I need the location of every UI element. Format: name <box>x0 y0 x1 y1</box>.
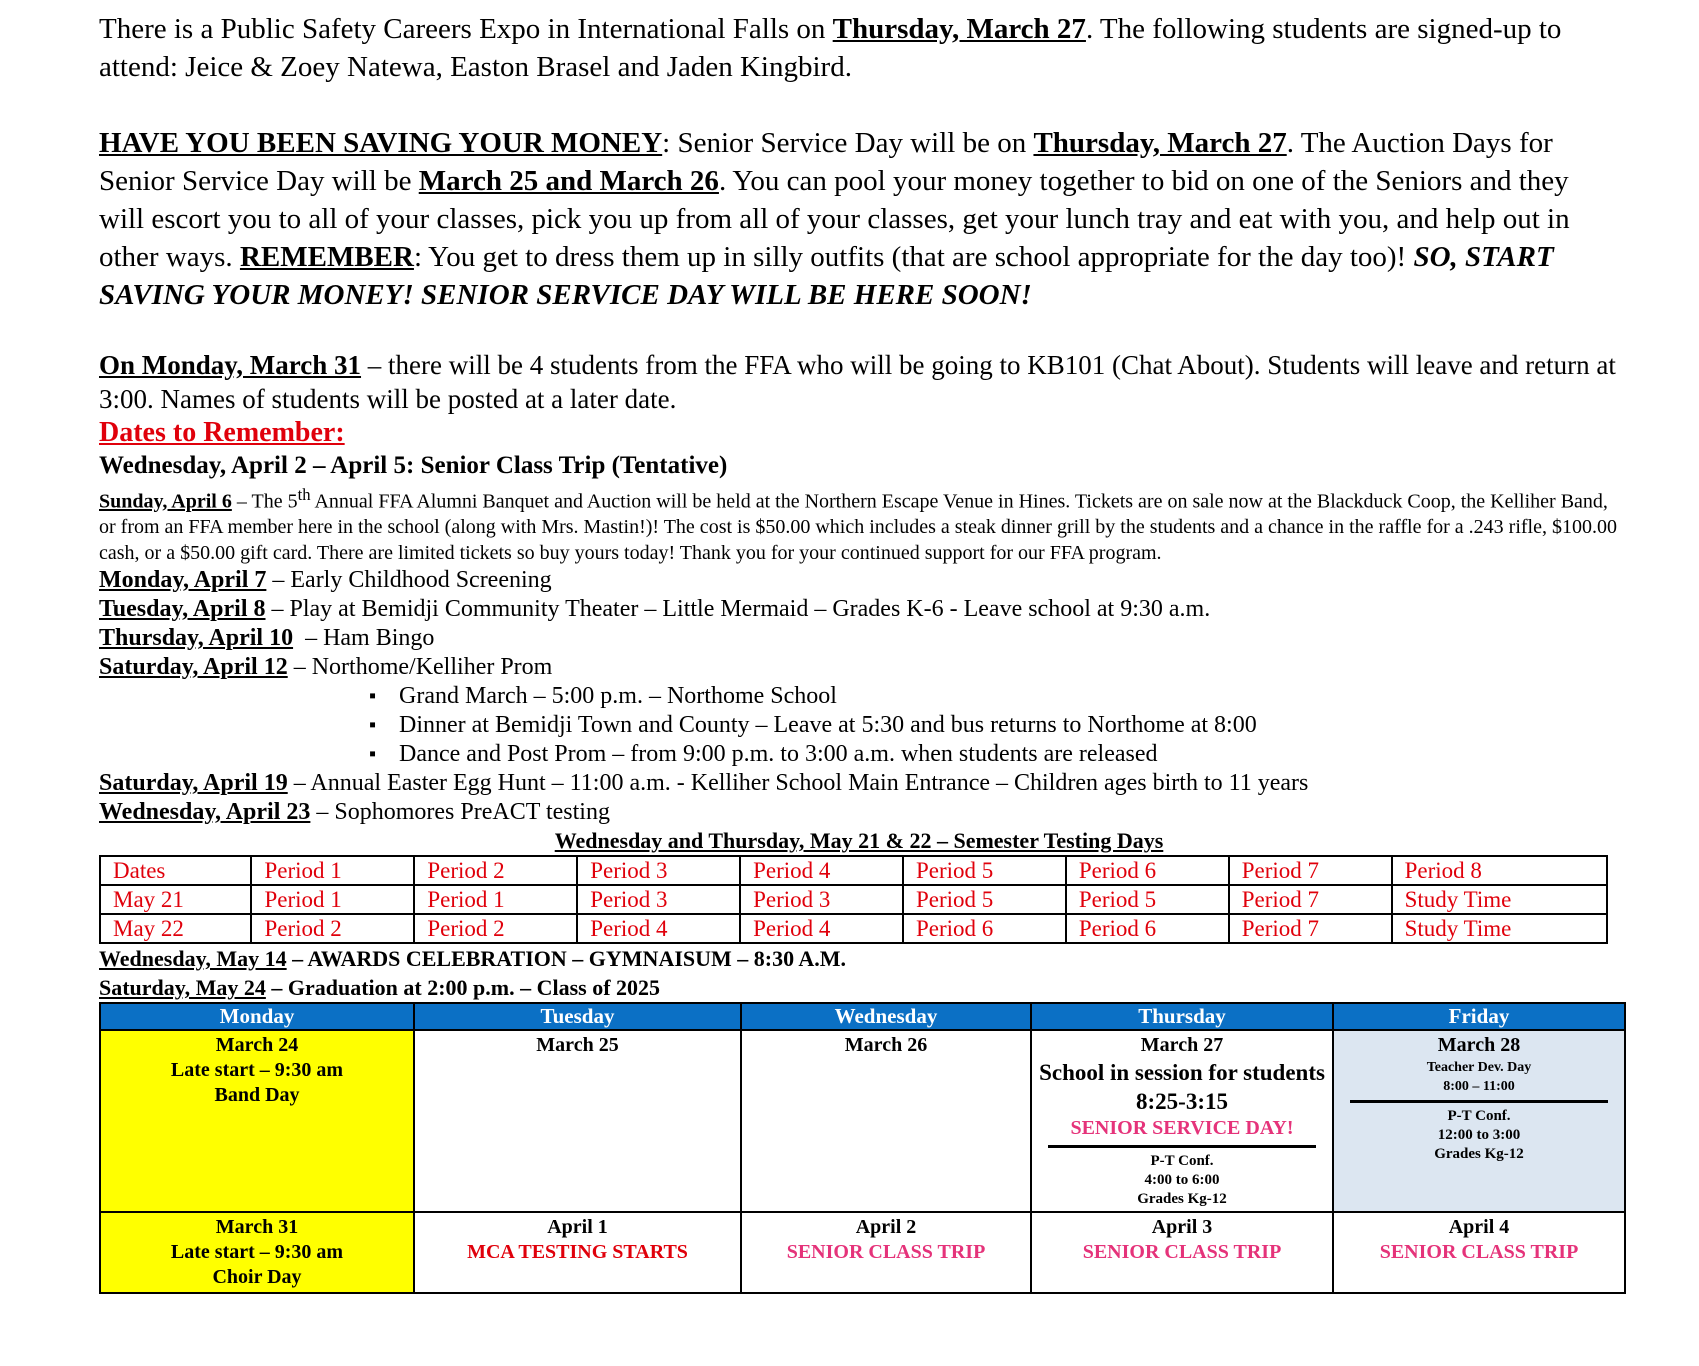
table-cell: Dates <box>100 856 251 885</box>
cell-date: March 27 <box>1140 1034 1224 1057</box>
cell-date: March 25 <box>536 1034 619 1057</box>
table-cell: Period 7 <box>1229 914 1392 943</box>
table-row <box>100 885 1607 914</box>
saving-text: : Senior Service Day will be on <box>662 127 1034 159</box>
prom-item: ▪ Grand March – 5:00 p.m. – Northome School <box>399 682 1619 711</box>
saving-text: : You get to dress them up in silly outfits (that are school appropriate for the day too)! <box>413 241 1414 273</box>
event-text: – Sophomores PreACT testing <box>310 799 610 826</box>
table-cell: Period 4 <box>740 856 903 885</box>
prom-schedule <box>99 682 1619 769</box>
cell-note: 8:00 – 11:00 <box>1443 1079 1515 1095</box>
table-cell: May 21 <box>100 885 251 914</box>
cell-note: Late start – 9:30 am <box>170 1241 344 1264</box>
graduation-line <box>99 973 1619 1002</box>
event-item <box>99 769 1619 798</box>
day-header: Monday <box>100 1003 414 1030</box>
awards-date: Wednesday, May 14 <box>99 946 287 972</box>
newsletter-page <box>99 10 1619 1294</box>
table-cell: Study Time <box>1392 914 1607 943</box>
table-cell: May 22 <box>100 914 251 943</box>
expo-date: Thursday, March 27 <box>832 13 1086 45</box>
calendar-cell <box>741 1030 1031 1212</box>
table-cell: Period 7 <box>1229 856 1392 885</box>
banquet-text-2: Annual FFA Alumni Banquet and Auction will be held at the Northern Escape Venue in Hines. Tickets are on sale now at the Blackduck Coop, the Kelliher Band, or from an FFA member here in the school (along with Mrs. Mastin!)! The cost is $50.00 which includes a steak dinner grill by the students and a chance in the raffle for a .243 rifle, $100.00 cash, or a $50.00 gift card. There are limited tickets so buy yours today! Thank you for your continued support for our FFA program. <box>99 490 1617 564</box>
banquet-paragraph <box>99 482 1619 566</box>
testing-table <box>99 855 1608 944</box>
table-cell: Period 6 <box>903 914 1066 943</box>
ffa-paragraph <box>99 348 1619 416</box>
cell-note: P-T Conf. <box>1447 1108 1511 1125</box>
cell-note: P-T Conf. <box>1150 1153 1214 1170</box>
cell-date: March 31 <box>215 1216 299 1239</box>
calendar-cell <box>414 1030 741 1212</box>
testing-title: Wednesday and Thursday, May 21 & 22 – Semester Testing Days <box>554 828 1164 854</box>
cell-divider <box>1048 1145 1316 1148</box>
saving-text: . You can pool your money together to bid on one of the Seniors and they will escort you to all of your classes, pick you up from all of your classes, get your lunch tray and eat with you, and help out in other ways. <box>99 165 1570 273</box>
day-header: Friday <box>1333 1003 1625 1030</box>
calendar-cell <box>414 1212 741 1293</box>
saving-emphasis: SO, START SAVING YOUR MONEY! SENIOR SERVICE DAY WILL BE HERE SOON! <box>99 241 1554 311</box>
cell-note: Choir Day <box>212 1266 302 1289</box>
table-cell: Period 1 <box>414 885 577 914</box>
prom-item: ▪ Dinner at Bemidji Town and County – Leave at 5:30 and bus returns to Northome at 8:00 <box>399 711 1619 740</box>
weekly-calendar <box>99 1002 1626 1294</box>
calendar-cell <box>1031 1030 1333 1212</box>
calendar-week-row <box>100 1212 1625 1293</box>
table-cell: Period 8 <box>1392 856 1607 885</box>
table-cell: Period 3 <box>577 885 740 914</box>
table-cell: Period 2 <box>414 914 577 943</box>
calendar-cell <box>1031 1212 1333 1293</box>
event-text: – Play at Bemidji Community Theater – Little Mermaid – Grades K-6 - Leave school at 9:30 a.m. <box>265 596 1211 623</box>
calendar-cell <box>741 1212 1031 1293</box>
table-cell: Period 5 <box>1066 885 1229 914</box>
table-cell: Period 3 <box>740 885 903 914</box>
cell-note: SENIOR CLASS TRIP <box>1379 1241 1579 1264</box>
cell-service-day: SENIOR SERVICE DAY! <box>1070 1117 1294 1140</box>
graduation-text: – Graduation at 2:00 p.m. – Class of 2025 <box>265 975 661 1001</box>
cell-date: April 4 <box>1448 1216 1510 1239</box>
banquet-sup: th <box>297 485 311 504</box>
calendar-header-row <box>100 1003 1625 1030</box>
calendar-cell <box>1333 1212 1625 1293</box>
dates-to-remember-title: Dates to Remember: <box>99 417 345 448</box>
cell-session: School in session for students 8:25-3:15 <box>1039 1060 1325 1115</box>
cell-date: March 24 <box>215 1034 299 1057</box>
table-cell: Period 1 <box>251 856 414 885</box>
calendar-cell <box>100 1030 414 1212</box>
cell-date: March 28 <box>1437 1034 1521 1057</box>
awards-line <box>99 944 1619 973</box>
table-cell: Period 7 <box>1229 885 1392 914</box>
day-header: Wednesday <box>741 1003 1031 1030</box>
cell-note: 4:00 to 6:00 <box>1144 1172 1220 1189</box>
auction-dates: March 25 and March 26 <box>418 165 719 197</box>
banquet-text: – The 5 <box>231 490 298 513</box>
table-row <box>100 914 1607 943</box>
awards-text: – AWARDS CELEBRATION – GYMNAISUM – 8:30 A.M. <box>286 946 847 972</box>
cell-note: 12:00 to 3:00 <box>1437 1127 1521 1144</box>
saving-heading: HAVE YOU BEEN SAVING YOUR MONEY <box>99 127 663 159</box>
calendar-cell <box>1333 1030 1625 1212</box>
table-cell: Period 5 <box>903 885 1066 914</box>
table-cell: Period 1 <box>251 885 414 914</box>
event-date: Tuesday, April 8 <box>99 596 266 623</box>
saving-text: . The Auction Days for Senior Service Day will be <box>99 127 1553 197</box>
table-cell: Study Time <box>1392 885 1607 914</box>
cell-date: March 26 <box>844 1034 928 1057</box>
cell-note: Grades Kg-12 <box>1137 1191 1227 1208</box>
service-day-date: Thursday, March 27 <box>1033 127 1287 159</box>
table-row <box>100 856 1607 885</box>
cell-divider <box>1350 1100 1608 1103</box>
event-item <box>99 624 1619 653</box>
cell-date: April 2 <box>855 1216 917 1239</box>
event-date: Saturday, April 12 <box>99 654 288 681</box>
table-cell: Period 5 <box>903 856 1066 885</box>
table-cell: Period 6 <box>1066 914 1229 943</box>
expo-text: There is a Public Safety Careers Expo in International Falls on <box>99 13 833 45</box>
event-text: – Northome/Kelliher Prom <box>287 654 553 681</box>
event-item <box>99 653 1619 682</box>
cell-note: MCA TESTING STARTS <box>467 1241 688 1264</box>
event-text: – Early Childhood Screening <box>266 567 552 594</box>
event-date: Thursday, April 10 <box>99 625 294 652</box>
prom-item: ▪ Dance and Post Prom – from 9:00 p.m. to 3:00 a.m. when students are released <box>399 740 1619 769</box>
calendar-cell <box>100 1212 414 1293</box>
event-item <box>99 595 1619 624</box>
calendar-week-row <box>100 1030 1625 1212</box>
senior-trip-line: Wednesday, April 2 – April 5: Senior Class Trip (Tentative) <box>99 452 728 479</box>
cell-note: SENIOR CLASS TRIP <box>1082 1241 1282 1264</box>
day-header: Tuesday <box>414 1003 741 1030</box>
table-cell: Period 4 <box>740 914 903 943</box>
event-item <box>99 798 1619 827</box>
ffa-date: On Monday, March 31 <box>99 350 362 380</box>
day-header: Thursday <box>1031 1003 1333 1030</box>
table-cell: Period 4 <box>577 914 740 943</box>
ffa-text: – there will be 4 students from the FFA who will be going to KB101 (Chat About). Students will leave and return at 3:00. Names of students will be posted at a later date. <box>99 350 1616 414</box>
event-date: Saturday, April 19 <box>99 770 288 797</box>
expo-text-2: . The following students are signed-up to attend: Jeice & Zoey Natewa, Easton Brasel and Jaden Kingbird. <box>99 13 1562 83</box>
cell-date: April 1 <box>547 1216 608 1239</box>
table-cell: Period 3 <box>577 856 740 885</box>
expo-paragraph <box>99 10 1619 86</box>
cell-note: Grades Kg-12 <box>1434 1146 1524 1163</box>
table-cell: Period 2 <box>251 914 414 943</box>
graduation-date: Saturday, May 24 <box>99 975 266 1001</box>
saving-paragraph <box>99 124 1619 314</box>
banquet-date: Sunday, April 6 <box>99 490 232 513</box>
table-cell: Period 6 <box>1066 856 1229 885</box>
cell-note: Teacher Dev. Day <box>1426 1060 1532 1076</box>
remember-label: REMEMBER <box>239 241 414 273</box>
cell-note: Band Day <box>214 1084 300 1107</box>
table-cell: Period 2 <box>414 856 577 885</box>
event-text: – Ham Bingo <box>299 625 435 652</box>
event-date: Monday, April 7 <box>99 567 267 594</box>
events-list <box>99 566 1619 682</box>
cell-note: Late start – 9:30 am <box>170 1059 344 1082</box>
cell-note: SENIOR CLASS TRIP <box>786 1241 986 1264</box>
cell-date: April 3 <box>1151 1216 1213 1239</box>
event-date: Wednesday, April 23 <box>99 799 311 826</box>
event-text: – Annual Easter Egg Hunt – 11:00 a.m. - Kelliher School Main Entrance – Children ages birth to 11 years <box>287 770 1309 797</box>
event-item <box>99 566 1619 595</box>
